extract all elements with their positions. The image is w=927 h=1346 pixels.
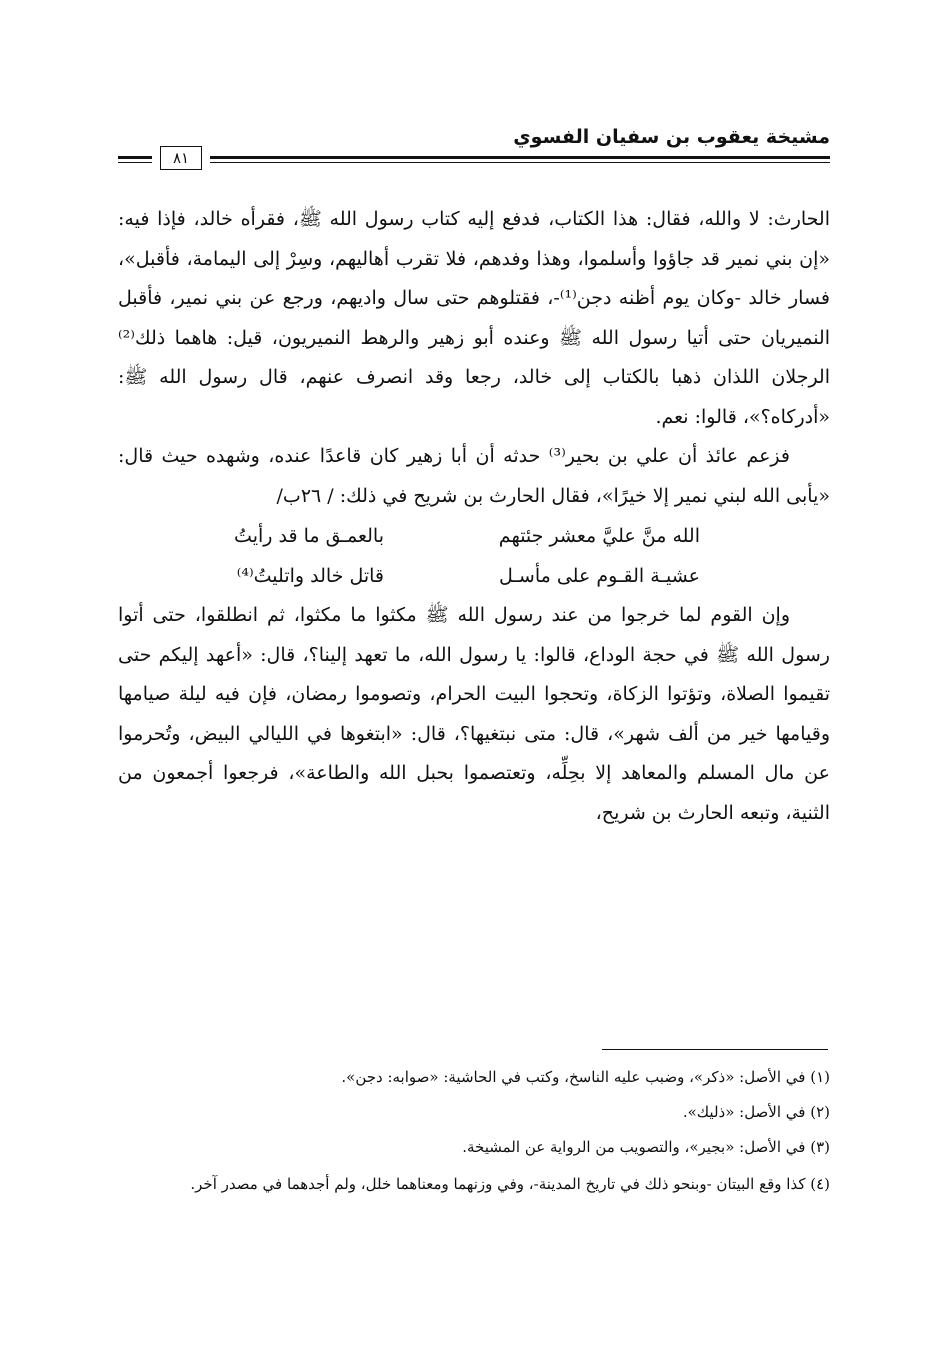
verse-hemistich-second: بالعمـق ما قد رأيتُ: [234, 525, 384, 547]
verse-hemistich-first: الله منَّ عليَّ معشر جئتهم: [498, 525, 700, 547]
poem: [118, 516, 830, 596]
footnote: (٢) في الأصل: «ذليك».: [682, 1103, 830, 1121]
footnote: (٣) في الأصل: «بجير»، والتصويب من الرواية عن المشيخة.: [462, 1138, 830, 1156]
verse-hemistich-second: قاتل خالد واتليتُ⁽⁴⁾: [236, 565, 384, 587]
footnote: (١) في الأصل: «ذكر»، وضبب عليه الناسخ، وكتب في الحاشية: «صوابه: دجن».: [341, 1068, 830, 1086]
poem-line: [118, 516, 830, 556]
main-text: [118, 200, 830, 833]
footnote-separator: [602, 1049, 828, 1050]
header-rule: [210, 156, 830, 163]
poem-line: [118, 556, 830, 596]
book-title: مشيخة يعقوب بن سفيان الفسوي: [513, 126, 830, 148]
footnote: (٤) كذا وقع البيتان -وبنحو ذلك في تاريخ المدينة-، وفي وزنهما ومعناهما خلل، ولم أجدهما في مصدر آخر.: [190, 1175, 830, 1193]
page-number: ٨١: [160, 146, 202, 170]
paragraph: الحارث: لا والله، فقال: هذا الكتاب، فدفع إليه كتاب رسول الله ﷺ، فقرأه خالد، فإذا فيه: «إن بني نمير قد جاؤوا وأسلموا، وهذا وفدهم، فلا تقرب أهاليهم، وسِرْ إلى اليمامة، فأقبل»، فسار خالد -وكان يوم أظنه دجن⁽¹⁾-، فقتلوهم حتى سال واديهم، ورجع عن بني نمير، فأقبل النميريان حتى أتيا رسول الله ﷺ وعنده أبو زهير والرهط النميريون، قيل: هاهما ذلك⁽²⁾ الرجلان اللذان ذهبا بالكتاب إلى خالد، رجعا وقد انصرف عنهم، قال رسول الله ﷺ: «أدركاه؟»، قالوا: نعم.: [118, 208, 830, 428]
paragraph: فزعم عائذ أن علي بن بحير⁽³⁾ حدثه أن أبا زهير كان قاعدًا عنده، وشهده حيث قال: «يأبى الله لبني نمير إلا خيرًا»، فقال الحارث بن شريح في ذلك: / ٢٦ب/: [118, 445, 830, 507]
verse-hemistich-first: عشيـة القـوم على مأسـل: [498, 565, 700, 587]
running-header: [118, 118, 830, 174]
footnotes: [118, 1060, 830, 1199]
paragraph: وإن القوم لما خرجوا من عند رسول الله ﷺ مكثوا ما مكثوا، ثم انطلقوا، حتى أتوا رسول الله ﷺ في حجة الوداع، قالوا: يا رسول الله، ما تعهد إلينا؟، قال: «أعهد إليكم حتى تقيموا الصلاة، وتؤتوا الزكاة، وتحجوا البيت الحرام، وتصوموا رمضان، فإن فيه ليلة صيامها وقيامها خير من ألف شهر»، قال: متى نبتغيها؟، قال: «ابتغوها في الليالي البيض، وتُحرموا عن مال المسلم والمعاهد إلا بحِلِّه، وتعتصموا بحبل الله والطاعة»، فرجعوا أجمعون من الثنية، وتبعه الحارث بن شريح،: [118, 604, 830, 824]
header-rule-short: [118, 156, 152, 163]
